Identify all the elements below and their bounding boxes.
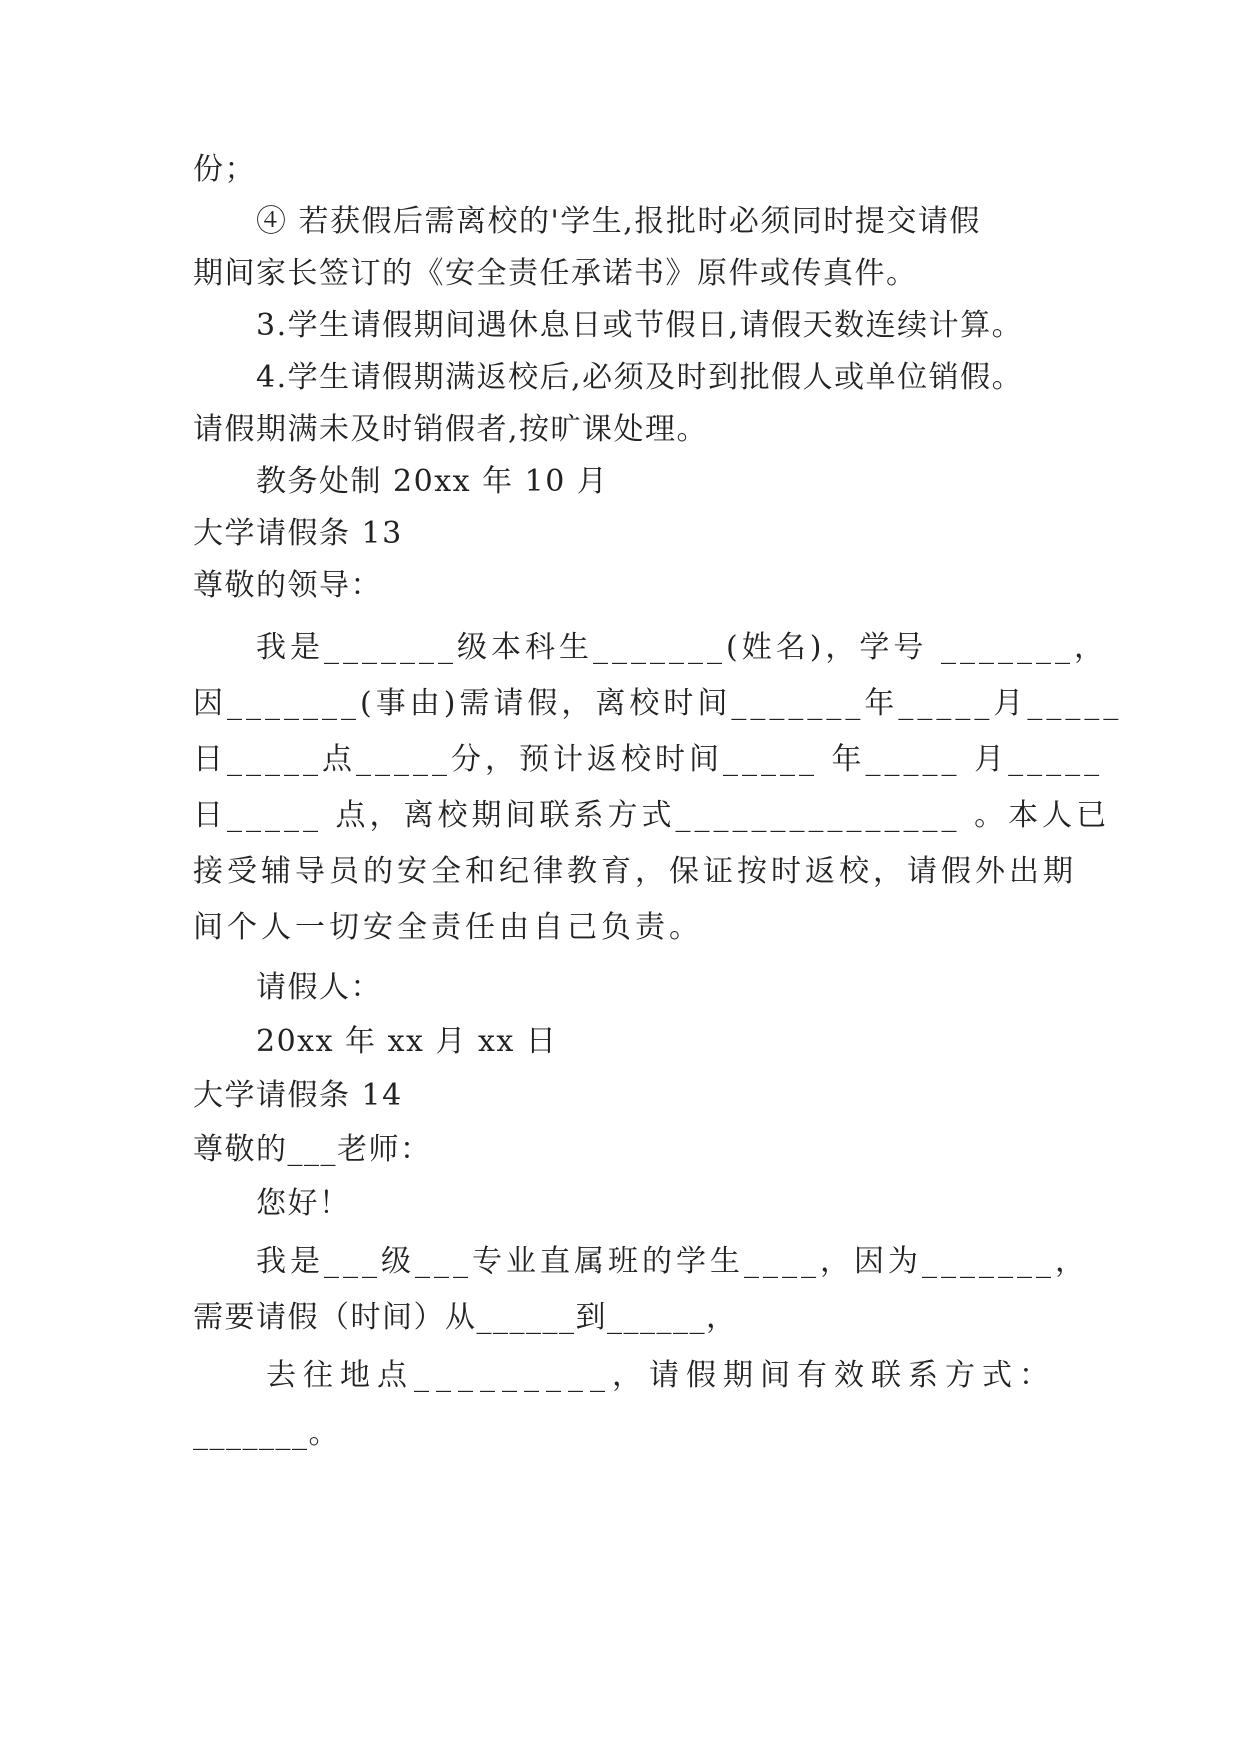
text-line: 期间家长签订的《安全责任承诺书》原件或传真件。 [193,256,918,291]
section-heading: 大学请假条 14 [193,1078,403,1113]
signature-label: 请假人： [256,970,382,1005]
text-line: 4.学生请假期满返校后,必须及时到批假人或单位销假。 [256,360,1024,395]
text-line: 接受辅导员的安全和纪律教育，保证按时返校，请假外出期 [193,854,1077,889]
text-line: 日_____点_____分，预计返校时间_____ 年_____ 月_____ [193,742,1104,777]
text-line: 请假期满未及时销假者,按旷课处理。 [193,412,709,447]
text-line: 教务处制 20xx 年 10 月 [256,464,609,499]
greeting: 您好！ [256,1186,351,1221]
text-line: 份； [193,152,256,187]
text-line: 需要请假（时间）从______到______， [193,1300,738,1335]
text-line: ④ 若获假后需离校的'学生,报批时必须同时提交请假 [256,204,981,239]
text-line: 日_____ 点，离校期间联系方式_______________ 。本人已 [193,798,1111,833]
salutation: 尊敬的___老师： [193,1132,432,1167]
text-line: 我是_______级本科生_______(姓名)，学号 _______， [256,630,1108,665]
text-line: 3.学生请假期间遇休息日或节假日,请假天数连续计算。 [256,308,1024,343]
date-line: 20xx 年 xx 月 xx 日 [256,1024,558,1059]
salutation: 尊敬的领导： [193,568,382,603]
text-line: _______。 [193,1416,340,1451]
text-line: 我是___级___专业直属班的学生____，因为_______， [256,1244,1089,1279]
section-heading: 大学请假条 13 [193,516,403,551]
text-line: 间个人一切安全责任由自己负责。 [193,910,703,945]
text-line: 去往地点_________，请假期间有效联系方式： [266,1358,1056,1393]
text-line: 因_______(事由)需请假，离校时间_______年_____月_____ [193,686,1123,721]
